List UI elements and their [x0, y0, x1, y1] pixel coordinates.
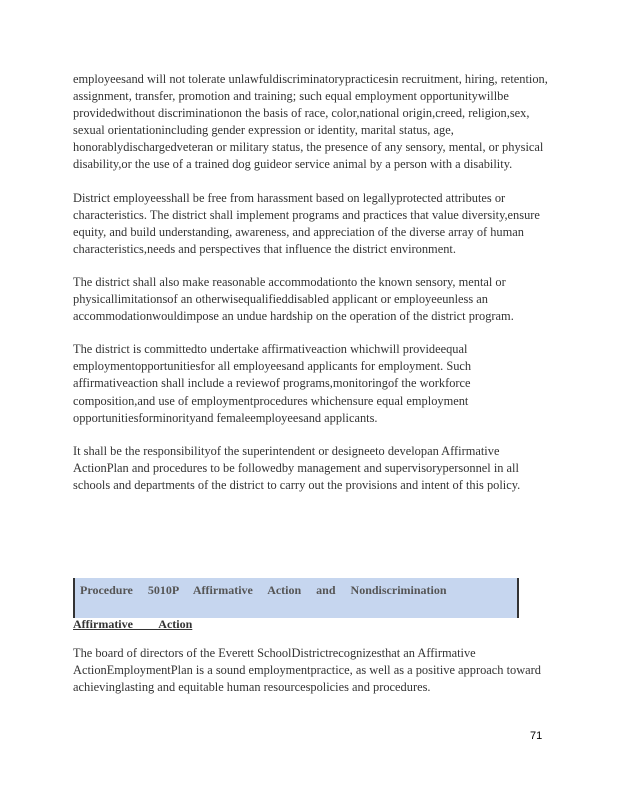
procedure-header-box	[73, 578, 519, 618]
section-heading: Affirmative Action	[73, 617, 193, 631]
paragraph-responsibility: It shall be the responsibilityof the superintendent or designeeto developan Affirmative ActionPlan and procedures to be followedby management and supervisorypersonnel in all schools and departments of the district to carry out the provisions and intent of this policy.	[73, 443, 521, 492]
body-text	[73, 71, 551, 510]
paragraph-nondiscrimination: employeesand will not tolerate unlawfuldiscriminatorypracticesin recruitment, hiring, retention, assignment, transfer, promotion and training; such equal employment opportunitywillbe providedwithout discriminationon the basis of race, color,national origin,creed, religion,sex, sexual orientationincluding gender expression or identity, marital status, age, honorablydischargedveteran or military status, the presence of any sensory, mental, or physical disability,or the use of a trained dog guideor service animal by a person with a disability.	[73, 72, 548, 172]
paragraph-harassment: District employeesshall be free from harassment based on legallyprotected attributes or characteristics. The district shall implement programs and practices that value diversity,ensure equity, and build understanding, awareness, and appreciation of the diverse array of human characteristics,needs and perspectives that influence the district environment.	[73, 190, 540, 256]
page-number: 71	[530, 730, 543, 742]
paragraph-board-recognition: The board of directors of the Everett SchoolDistrictrecognizesthat an Affirmative ActionEmploymentPlan is a sound employmentpractice, as well as a positive approach toward achievinglasting and equitable human resourcespolicies and procedures.	[73, 646, 541, 695]
paragraph-accommodation: The district shall also make reasonable accommodationto the known sensory, mental or physicallimitationsof an otherwisequalifieddisabled applicant or employeeunless an accommodationwouldimpose an undue hardship on the operation of the district program.	[73, 274, 514, 324]
paragraph-affirmative-action: The district is committedto undertake affirmativeaction whichwill provideequal employmentopportunitiesfor all employeesand applicants for employment. Such affirmativeaction shall include a reviewof programs,monitoringof the workforce composition,and use of employmentprocedures whichensure equal employment opportunitiesforminorityand femaleemployeesand applicants.	[73, 342, 472, 425]
procedure-title: Procedure 5010P Affirmative Action and Nondiscrimination	[80, 583, 447, 597]
